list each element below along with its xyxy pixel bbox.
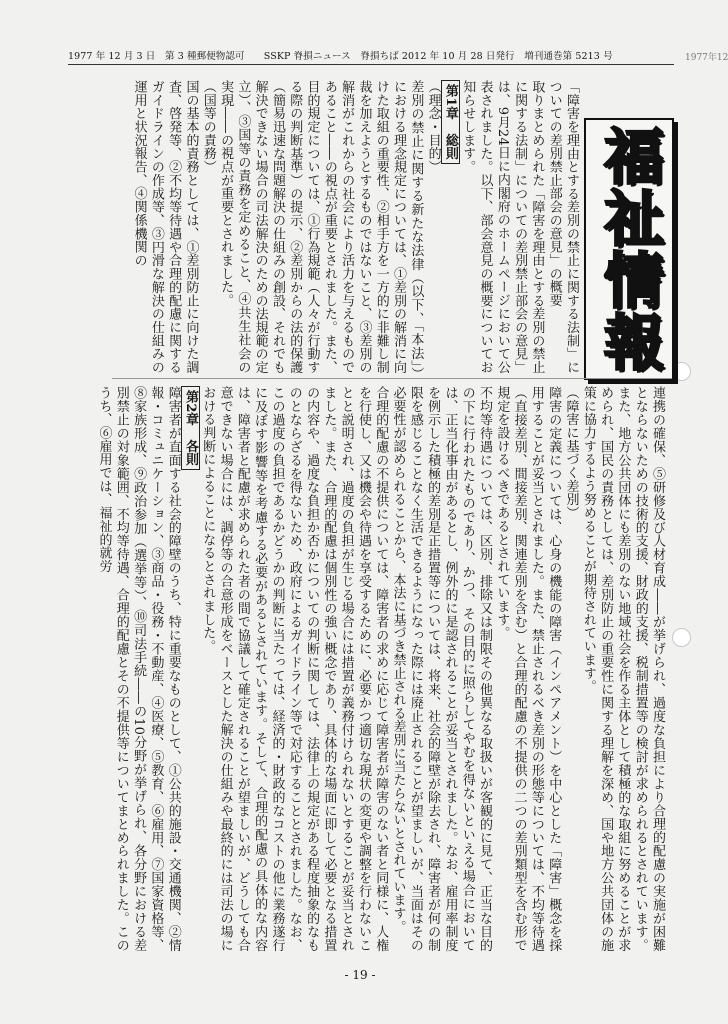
paragraph: 不均等待遇については、区別、排除又は制限その他異なる取扱いが客観的に見て、正当な目的の下に行われたものであり、かつ、その目的に照らしてやむを得ないといえる場合においては、正当化事由があるとし、例外的に是認されることが妥当とされました。なお、雇用率制度を例示した積極的差別是正措置等については、将来、社会的障壁が除去され、障害者が何の制限を感じることなく生活できるようになった際には廃止されることが望ましいが、当面はその必要性が認められることから、本法に基づき禁止される差別に当たらないとされています。 [390,386,493,952]
subheading: （理念・目的） [425,80,441,174]
article-lower-block [92,386,666,952]
block-divider [112,378,672,379]
paragraph: 国の基本的責務としては、①差別防止に向けた調査、啓発等、②不均等待遇や合理的配慮に関するガイドラインの作成等、③円滑な解決の仕組みの運用と状況報告、④関係機関の [131,80,199,374]
paragraph: 障害者が直面する社会的障壁のうち、特に重要なものとして、①公共的施設・交通機関、②情報・コミュニケーション、③商品・役務・不動産、④医療、⑤教育、⑥雇用、⑦国家資格等、⑧家族形成、⑨政治参加（選挙等）、⑩司法手続――の10分野が挙げられ、各分野における差別禁止の対象範囲、不均等待遇、合理的配慮とその不提供等についてまとめられました。このうち、⑥雇用では、福祉的就労 [96,386,181,952]
adjacent-page-edge: 1977年12 [685,53,728,63]
title-box [584,118,674,380]
article-upper-block [94,80,580,374]
paragraph: 合理的配慮の不提供については、障害者の求めに応じて障害者が障害のない者と同様に、人権を行使し、又は機会や待遇を享受するために、必要かつ適切な現状の変更や調整を行わないことと説明され、過度の負担が生じる場合には措置が義務付けられないとすることが妥当とされました。また、合理的配慮は個別性の強い概念であり、具体的な場面に即して必要となる措置の内容や、過度な負担か否かについての判断に関しては、法律上の規定がある程度抽象的なものとならざるを得ないため、政府によるガイドライン等で対応することとされました。なお、この過度の負担であるかどうかの判断に当たっては、経済的・財政的なコストの他に業務遂行に及ぼす影響等を考慮する必要があるとされています。そして、合理的配慮の具体的な内容は、障害者と配慮が求められた者の間で協議して確定されることが望ましいが、どうしても合意できない場合には、調停等の合意形成をベースとした解決の仕組みや最終的には司法の場における判断によることになるとされました。 [200,386,389,952]
paragraph: 障害の定義については、心身の機能の障害（インペアメント）を中心とした「障害」概念を採用することが妥当とされました。また、禁止されるべき差別の形態等については、不均等待遇（直接差別、間接差別、関連差別を含む）と合理的配慮の不提供の二つの差別類型を含む形で規定を設けるべきであるとされています。 [494,386,562,952]
chapter-heading: 第2章 各則 [181,386,200,470]
article-heading: 「障害を理由とする差別の禁止に関する法制」についての差別禁止部会の意見」の概要 [546,80,579,374]
paragraph: 連携の確保、⑤研修及び人材育成――が挙げられ、過度な負担により合理的配慮の実施が困難とならないための技術的支援、財政的支援、税制措置等の検討が求められるとされています。また、地方公共団体にも差別のない地域社会を作る主体として積極的な取組に努めることが求められ、国民の責務としては、差別防止の重要性に関する理解を深め、国や地方公共団体の施策に協力するよう努めることが期待されています。 [580,386,665,952]
paragraph: 取りまとめられた「障害を理由とする差別の禁止に関する法制」についての差別禁止部会の意見」は、9月24日に内閣府のホームページにおいて公表されました。以下、部会意見の概要についてお知らせします。 [460,80,545,374]
page-number: - 19 - [344,968,376,982]
punch-hole-icon [672,362,691,381]
header-rule [68,64,674,65]
section-title: 福祉情報 [594,125,664,373]
punch-hole-icon [672,628,691,647]
subheading: （障害に基づく差別） [563,386,579,520]
page-header: 1977 年 12 月 3 日 第 3 種郵便物認可 SSKP 脊損ニュース 脊損ちば 2012 年 10 月 28 日発行 増刊通巻第 5213 号 [68,51,613,62]
chapter-heading: 第1章 総則 [441,80,460,164]
paragraph: 差別の禁止に関する新たな法律（以下、「本法」）における理念規定については、①差別の解消に向けた取組の重要性、②相手方を一方的に非難し制裁を加えようとするものではないこと、③差別の解消がこれからの社会により活力を与えるものであること――の視点が重要とされました。また、目的規定については、①行為規範（人々が行動する際の判断基準）の提示、②差別からの法的保護（簡易迅速な問題解決の仕組みの創設、それでも解決できない場合の司法解決のための法規範の定立）、③国等の責務を定めること、④共生社会の実現――の視点が重要とされました。 [218,80,424,374]
subheading: （国等の責務） [200,80,216,174]
